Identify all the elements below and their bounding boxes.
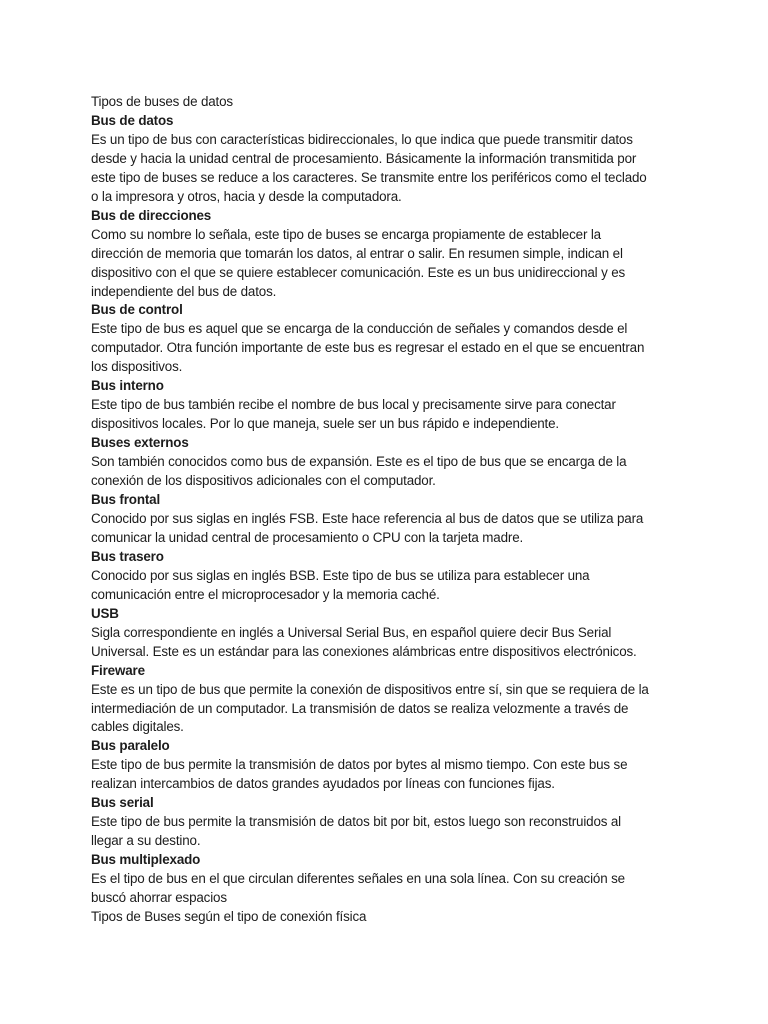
section-body-buses-externos: Son también conocidos como bus de expansión. Este es el tipo de bus que se encarga de la conexión de los dispositivos adicionales con el computador. (91, 454, 627, 489)
section-heading-bus-de-datos: Bus de datos (91, 112, 174, 128)
section-heading-bus-de-control: Bus de control (91, 302, 183, 318)
section-heading-bus-multiplexado: Bus multiplexado (91, 852, 201, 868)
section-body-fireware: Este es un tipo de bus que permite la conexión de dispositivos entre sí, sin que se requiera de la intermediación de un computador. La transmisión de datos se realiza velozmente a través de cables digitales. (91, 681, 649, 735)
section-body-bus-frontal: Conocido por sus siglas en inglés FSB. Este hace referencia al bus de datos que se utiliza para comunicar la unidad central de procesamiento o CPU con la tarjeta madre. (91, 510, 644, 545)
section-heading-buses-externos: Buses externos (91, 435, 189, 451)
section-heading-bus-de-direcciones: Bus de direcciones (91, 207, 212, 223)
section-body-bus-serial: Este tipo de bus permite la transmisión de datos bit por bit, estos luego son reconstruidos al llegar a su destino. (91, 814, 622, 849)
closing-line: Tipos de Buses según el tipo de conexión física (91, 908, 367, 924)
section-heading-bus-interno: Bus interno (91, 378, 164, 394)
section-body-bus-interno: Este tipo de bus también recibe el nombre de bus local y precisamente sirve para conectar dispositivos locales. Por lo que maneja, suele ser un bus rápido e independiente. (91, 397, 616, 432)
section-heading-bus-frontal: Bus frontal (91, 492, 161, 508)
document-title: Tipos de buses de datos (91, 94, 233, 109)
section-body-bus-de-datos: Es un tipo de bus con características bidireccionales, lo que indica que puede transmitir datos desde y hacia la unidad central de procesamiento. Básicamente la información transmitida por este tipo de buses se reduce a los caracteres. Se transmite entre los periféricos como el teclado o la impresora y otros, hacia y desde la computadora. (91, 131, 647, 204)
section-body-bus-de-direcciones: Como su nombre lo señala, este tipo de buses se encarga propiamente de establecer la dirección de memoria que tomarán los datos, al entrar o salir. En resumen simple, indican el dispositivo con el que se quiere establecer comunicación. Este es un bus unidireccional y es independiente del bus de datos. (91, 226, 626, 299)
section-body-bus-multiplexado: Es el tipo de bus en el que circulan diferentes señales en una sola línea. Con su creación se buscó ahorrar espacios (91, 871, 625, 906)
section-heading-bus-trasero: Bus trasero (91, 548, 164, 564)
section-body-usb: Sigla correspondiente en inglés a Universal Serial Bus, en español quiere decir Bus Serial Universal. Este es un estándar para las conexiones alámbricas entre dispositivos electrónicos. (91, 624, 637, 659)
section-heading-bus-serial: Bus serial (91, 795, 154, 811)
section-heading-bus-paralelo: Bus paralelo (91, 738, 170, 754)
section-body-bus-paralelo: Este tipo de bus permite la transmisión de datos por bytes al mismo tiempo. Con este bus se realizan intercambios de datos grandes ayudados por líneas con funciones fijas. (91, 757, 628, 792)
document-page (91, 93, 691, 927)
section-heading-fireware: Fireware (91, 662, 145, 678)
section-body-bus-trasero: Conocido por sus siglas en inglés BSB. Este tipo de bus se utiliza para establecer una comunicación entre el microprocesador y la memoria caché. (91, 567, 590, 602)
section-body-bus-de-control: Este tipo de bus es aquel que se encarga de la conducción de señales y comandos desde el computador. Otra función importante de este bus es regresar el estado en el que se encuentran los dispositivos. (91, 321, 645, 375)
section-heading-usb: USB (91, 605, 119, 621)
